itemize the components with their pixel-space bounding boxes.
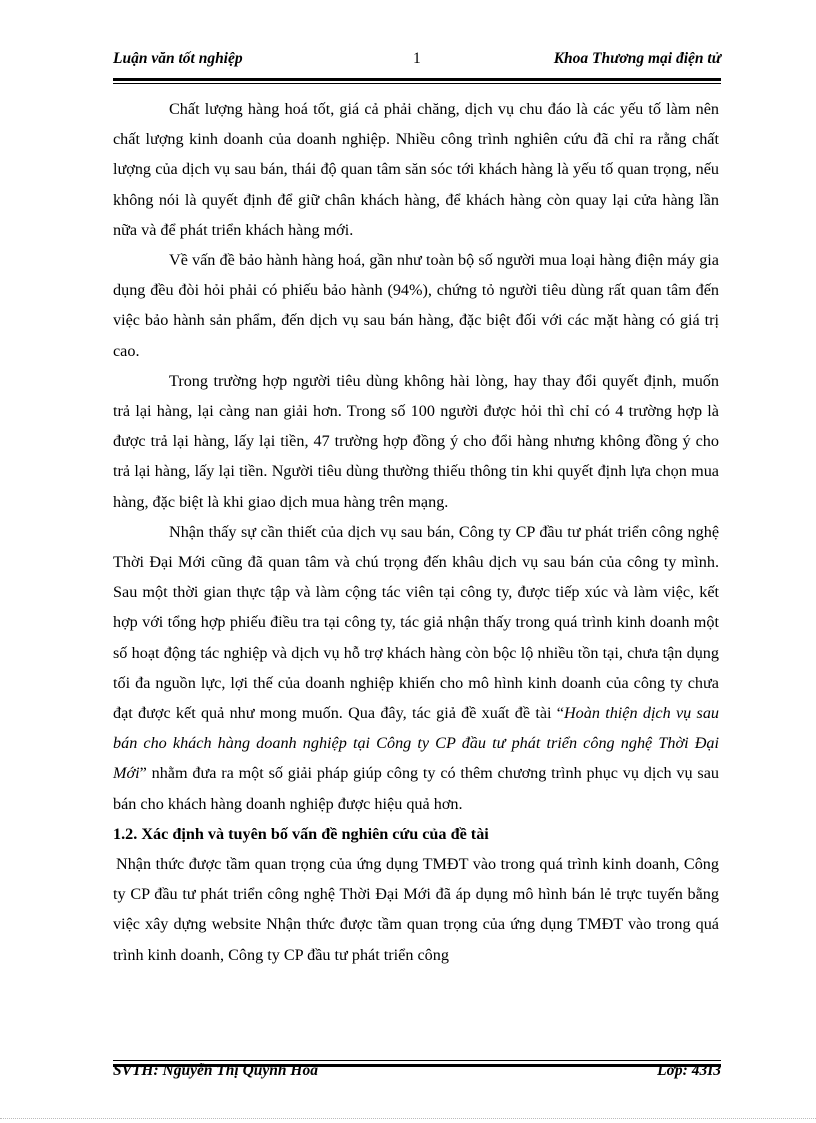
footer-class-code: Lớp: 43I3 — [657, 1062, 721, 1079]
section-heading: 1.2. Xác định và tuyên bố vấn đề nghiên cứu của đề tài — [113, 824, 489, 843]
page-body — [113, 94, 719, 970]
paragraph-3: Trong trường hợp người tiêu dùng không hài lòng, hay thay đổi quyết định, muốn trả lại hàng, lại càng nan giải hơn. Trong số 100 người được hỏi thì chỉ có 4 trường hợp là được trả lại hàng, lấy lại tiền, 47 trường hợp đồng ý cho đổi hàng nhưng không đồng ý cho trả lại hàng, lấy lại tiền. Người tiêu dùng thường thiếu thông tin khi quyết định lựa chọn mua hàng, đặc biệt là khi giao dịch mua hàng trên mạng. — [113, 371, 719, 511]
paragraph-4-text-a: Nhận thấy sự cần thiết của dịch vụ sau bán, Công ty CP đầu tư phát triển công nghệ Thời Đại Mới cũng đã quan tâm và chú trọng đến khâu dịch vụ sau bán của công ty mình. Sau một thời gian thực tập và làm cộng tác viên tại công ty, được tiếp xúc và làm việc, kết hợp với tổng hợp phiếu điều tra tại công ty, tác giả nhận thấy trong quá trình kinh doanh một số hoạt động tác nghiệp và dịch vụ hỗ trợ khách hàng còn bộc lộ nhiều tồn tại, chưa tận dụng tối đa nguồn lực, lợi thế của doanh nghiệp khiến cho mô hình kinh doanh của công ty chưa đạt được kết quả như mong muốn. Qua đây, tác giả đề xuất đề tài “ — [113, 522, 719, 723]
page-header — [113, 48, 721, 70]
header-rule-thick — [113, 78, 721, 81]
header-faculty-label: Khoa Thương mại điện tử — [553, 50, 721, 67]
footer-rule-thin — [113, 1060, 721, 1061]
paragraph-4-text-b: ” nhằm đưa ra một số giải pháp giúp công ty có thêm chương trình phục vụ dịch vụ sau bán cho khách hàng doanh nghiệp được hiệu quả hơn. — [113, 764, 719, 813]
thesis-title: Hoàn thiện dịch vụ sau bán cho khách hàng doanh nghiệp tại Công ty CP đầu tư phát triển công nghệ Thời Đại Mới — [113, 704, 720, 783]
footer-student-name: SVTH: Nguyễn Thị Quỳnh Hoa — [113, 1062, 318, 1079]
header-rule-thin — [113, 83, 721, 84]
header-thesis-label: Luận văn tốt nghiệp — [113, 50, 243, 67]
paragraph-4 — [113, 517, 719, 819]
page-number: 1 — [413, 50, 421, 67]
paragraph-1: Chất lượng hàng hoá tốt, giá cả phải chăng, dịch vụ chu đáo là các yếu tố làm nên chất lượng kinh doanh của doanh nghiệp. Nhiều công trình nghiên cứu đã chỉ ra rằng chất lượng của dịch vụ sau bán, thái độ quan tâm săn sóc tới khách hàng là yếu tố quan trọng, nếu không nói là quyết định để giữ chân khách hàng, để khách hàng còn quay lại cửa hàng lần nữa và để phát triển khách hàng mới. — [113, 100, 719, 239]
paragraph-2: Về vấn đề bảo hành hàng hoá, gần như toàn bộ số người mua loại hàng điện máy gia dụng đều đòi hỏi phải có phiếu bảo hành (94%), chứng tỏ người tiêu dùng rất quan tâm đến việc bảo hành sản phẩm, đến dịch vụ sau bán hàng, đặc biệt đối với các mặt hàng có giá trị cao. — [113, 251, 719, 360]
paragraph-5: Nhận thức được tầm quan trọng của ứng dụng TMĐT vào trong quá trình kinh doanh, Công ty CP đầu tư phát triển công nghệ Thời Đại Mới đã áp dụng mô hình bán lẻ trực tuyến bằng việc xây dựng website Nhận thức được tầm quan trọng của ứng dụng TMĐT vào trong quá trình kinh doanh, Công ty CP đầu tư phát triển công — [113, 855, 719, 964]
page-edge-divider — [0, 1118, 816, 1119]
